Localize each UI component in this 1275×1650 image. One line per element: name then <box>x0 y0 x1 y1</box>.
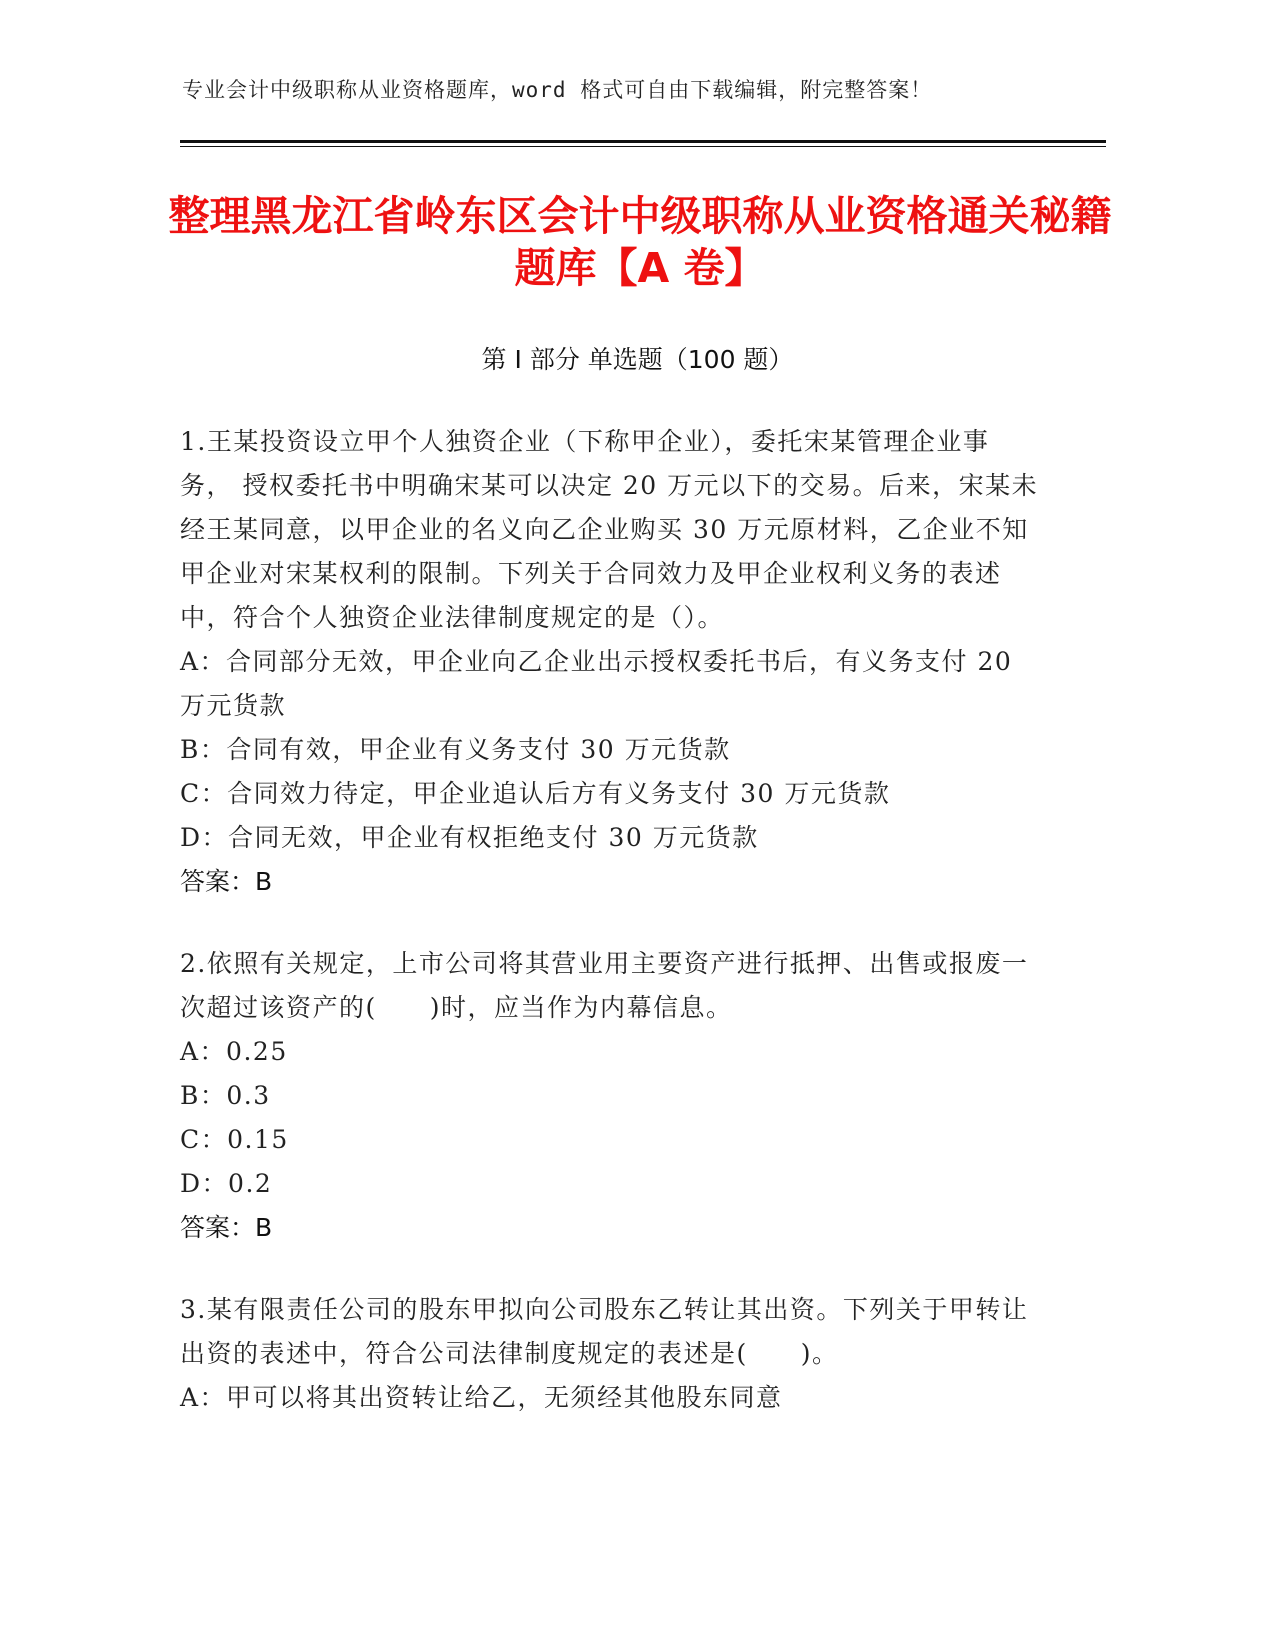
option-d: D：0.2 <box>180 1169 273 1198</box>
question-list <box>180 420 1040 1458</box>
document-title: 整理黑龙江省岭东区会计中级职称从业资格通关秘籍题库【A 卷】 <box>168 192 1112 292</box>
option-c: C：0.15 <box>180 1125 289 1154</box>
header-divider-thin <box>180 146 1106 147</box>
answer-label: 答案：B <box>180 867 273 896</box>
option-b: B：0.3 <box>180 1081 271 1110</box>
question-text: 1.王某投资设立甲个人独资企业（下称甲企业），委托宋某管理企业事务， 授权委托书中明确宋某可以决定 20 万元以下的交易。后来，宋某未经王某同意，以甲企业的名义向乙企业购买 30 万元原材料，乙企业不知甲企业对宋某权利的限制。下列关于合同效力及甲企业权利义务的表述中，符合个人独资企业法律制度规定的是（）。 <box>180 427 1039 632</box>
option-a: A：合同部分无效，甲企业向乙企业出示授权委托书后，有义务支付 20 万元货款 <box>180 647 1013 720</box>
question-2 <box>180 942 1040 1250</box>
question-text: 2.依照有关规定，上市公司将其营业用主要资产进行抵押、出售或报废一次超过该资产的( )时，应当作为内幕信息。 <box>180 949 1029 1022</box>
header-note: 专业会计中级职称从业资格题库，word 格式可自由下载编辑，附完整答案！ <box>182 78 933 102</box>
section-title: 第 I 部分 单选题（100 题） <box>481 345 794 374</box>
answer-label: 答案：B <box>180 1213 273 1242</box>
option-a: A：甲可以将其出资转让给乙，无须经其他股东同意 <box>180 1383 783 1412</box>
option-a: A：0.25 <box>180 1037 288 1066</box>
question-text: 3.某有限责任公司的股东甲拟向公司股东乙转让其出资。下列关于甲转让出资的表述中，符合公司法律制度规定的表述是( )。 <box>180 1295 1029 1368</box>
option-b: B：合同有效，甲企业有义务支付 30 万元货款 <box>180 735 731 764</box>
option-c: C：合同效力待定，甲企业追认后方有义务支付 30 万元货款 <box>180 779 891 808</box>
option-d: D：合同无效，甲企业有权拒绝支付 30 万元货款 <box>180 823 759 852</box>
question-1 <box>180 420 1040 904</box>
header-divider-thick <box>180 140 1106 143</box>
question-3 <box>180 1288 1040 1420</box>
